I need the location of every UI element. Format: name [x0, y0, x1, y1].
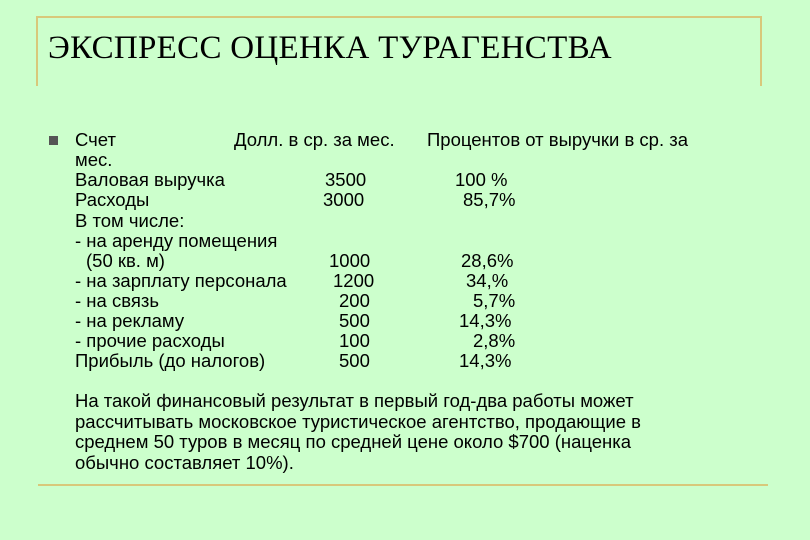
- row-value: 1200: [333, 270, 375, 291]
- row-percent: 2,8%: [473, 330, 516, 351]
- paragraph-line: рассчитывать московское туристическое агентство, продающие в: [75, 410, 641, 432]
- row-percent: 34,%: [466, 270, 509, 291]
- header-dollars: Долл. в ср. за мес.: [234, 129, 395, 150]
- row-label: - на зарплату персонала: [75, 270, 287, 291]
- row-percent: 85,7%: [463, 189, 516, 210]
- frame-right-line: [760, 16, 762, 86]
- row-percent: 100 %: [455, 169, 508, 190]
- row-percent: 28,6%: [461, 250, 514, 271]
- row-label: Расходы: [75, 189, 150, 210]
- row-label: Валовая выручка: [75, 169, 225, 190]
- frame-left-line: [36, 16, 38, 86]
- row-label: В том числе:: [75, 210, 185, 231]
- row-value: 3000: [323, 189, 365, 210]
- header-account: Счет: [75, 129, 116, 150]
- row-label: - на связь: [75, 290, 159, 311]
- row-label: - на аренду помещения: [75, 230, 278, 251]
- row-label: Прибыль (до налогов): [75, 350, 266, 371]
- row-label: - на рекламу: [75, 310, 185, 331]
- square-bullet-icon: [49, 136, 58, 145]
- slide-title: ЭКСПРЕСС ОЦЕНКА ТУРАГЕНСТВА: [48, 30, 612, 66]
- frame-bottom-line: [38, 484, 768, 486]
- row-value: 3500: [325, 169, 367, 190]
- row-percent: 5,7%: [473, 290, 516, 311]
- row-value: 200: [339, 290, 370, 311]
- row-label: - прочие расходы: [75, 330, 225, 351]
- row-value: 100: [339, 330, 370, 351]
- row-value: 500: [339, 350, 370, 371]
- row-value: 1000: [329, 250, 371, 271]
- frame-top-line: [38, 16, 762, 18]
- paragraph-line: обычно составляет 10%).: [75, 451, 294, 473]
- row-value: 500: [339, 310, 370, 331]
- paragraph-line: На такой финансовый результат в первый год-два работы может: [75, 390, 634, 411]
- paragraph-line: среднем 50 туров в месяц по средней цене около $700 (наценка: [75, 431, 632, 452]
- row-percent: 14,3%: [459, 350, 512, 371]
- row-label: (50 кв. м): [86, 250, 165, 271]
- summary-paragraph: [75, 391, 641, 473]
- header-percent-cont: мес.: [75, 149, 113, 170]
- row-percent: 14,3%: [459, 310, 512, 331]
- header-percent: Процентов от выручки в ср. за: [427, 129, 689, 150]
